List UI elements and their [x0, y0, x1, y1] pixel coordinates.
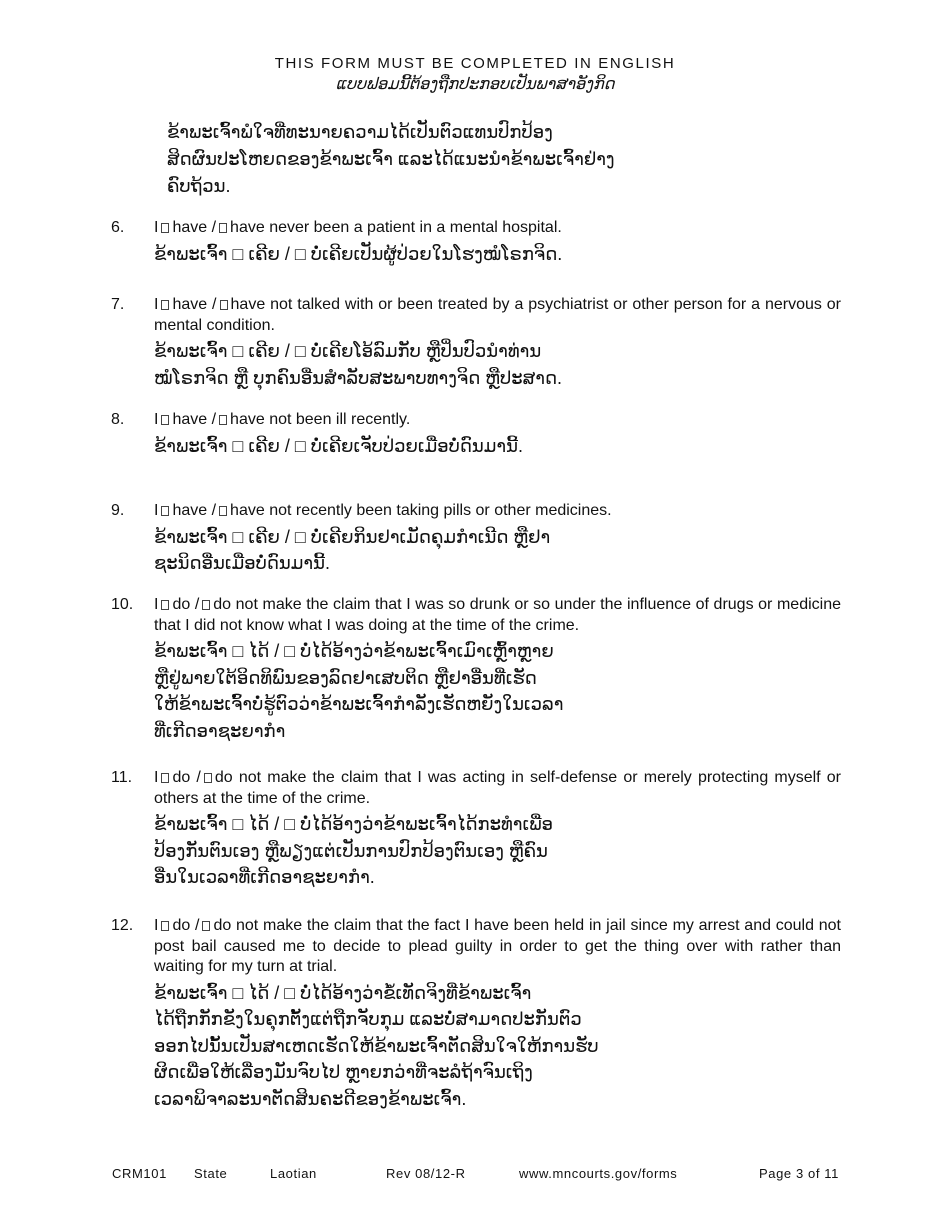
item-number: 12. [111, 917, 134, 934]
english-statement: I do / do not make the claim that the fact I have been held in jail since my arrest and could not post bail caused me to decide to plead guilty in order to get the thing over with rather than waiting for my turn at trial. [154, 917, 842, 975]
item-number: 6. [111, 219, 125, 236]
statement-6 [111, 218, 841, 267]
form-language: Laotian [270, 1166, 317, 1181]
checkbox-have[interactable] [161, 223, 169, 233]
form-type: State [194, 1166, 228, 1181]
checkbox-do-not[interactable] [202, 600, 210, 610]
page-number: Page 3 of 11 [759, 1166, 839, 1181]
statement-10 [111, 595, 841, 744]
form-header [0, 54, 950, 96]
english-statement: I have / have not been ill recently. [154, 411, 411, 428]
checkbox-do-not[interactable] [202, 921, 210, 931]
item-number: 9. [111, 502, 125, 519]
intro-line: ຂ້າພະເຈົ້າພໍໃຈທີ່ທະນາຍຄວາມໄດ້ເປັນຕົວແທນປົກປ້ອງ [167, 122, 553, 142]
intro-line: ສິດຜົນປະໂຫຍດຂອງຂ້າພະເຈົ້າ ແລະໄດ້ແນະນໍາຂ້າພະເຈົ້າຢ່າງ [167, 149, 615, 169]
lao-statement: ຂ້າພະເຈົ້າ □ ໄດ້ / □ ບໍ່ໄດ້ອ້າງວ່າຂໍ້ເທັດຈິງທີ່ຂ້າພະເຈົ້າ ໄດ້ຖືກກັກຂັງໃນຄຸກຕັ້ງແຕ່ຖືກຈັບກຸມ ແລະບໍ່ສາມາດປະກັນຕົວ ອອກໄປນັ້ນເປັນສາເຫດເຮັດໃຫ້ຂ້າພະເຈົ້າຕັດສິນໃຈໃຫ້ການຮັບ ຜິດເພື່ອໃຫ້ເລື່ອງມັນຈົບໄປ ຫຼາຍກວ່າທີ່ຈະລໍຖ້າຈົນເຖິງ ເວລາພິຈາລະນາຕັດສິນຄະດີຂອງຂ້າພະເຈົ້າ. [154, 982, 599, 1109]
checkbox-do[interactable] [161, 600, 169, 610]
english-statement: I have / have not recently been taking pills or other medicines. [154, 502, 612, 519]
checkbox-do[interactable] [161, 773, 169, 783]
checkbox-do-not[interactable] [204, 773, 212, 783]
english-statement: I have / have not talked with or been treated by a psychiatrist or other person for a nervous or mental condition. [154, 296, 842, 334]
english-statement: I have / have never been a patient in a mental hospital. [154, 219, 562, 236]
checkbox-have[interactable] [161, 506, 169, 516]
english-statement: I do / do not make the claim that I was so drunk or so under the influence of drugs or medicine that I did not know what I was doing at the time of the crime. [154, 596, 841, 634]
english-notice: THIS FORM MUST BE COMPLETED IN ENGLISH [274, 55, 676, 72]
checkbox-have-not[interactable] [219, 506, 227, 516]
item-number: 10. [111, 596, 134, 613]
intro-line: ຄົບຖ້ວນ. [167, 176, 231, 196]
english-statement: I do / do not make the claim that I was acting in self-defense or merely protecting myself or others at the time of the crime. [154, 769, 842, 807]
lao-statement: ຂ້າພະເຈົ້າ □ ໄດ້ / □ ບໍ່ໄດ້ອ້າງວ່າຂ້າພະເຈົ້າໄດ້ກະທໍາເພື່ອ ປ້ອງກັນຕົນເອງ ຫຼືພຽງແຕ່ເປັນການປົກປ້ອງຕົນເອງ ຫຼືຄົນ ອື່ນໃນເວລາທີ່ເກີດອາຊະຍາກໍາ. [154, 814, 553, 887]
lao-statement: ຂ້າພະເຈົ້າ □ ເຄີຍ / □ ບໍ່ເຄີຍກິນຢາເມັດຄຸມກໍາເນີດ ຫຼືຢາ ຊະນິດອື່ນເມື່ອບໍ່ດົນມານີ້. [154, 526, 551, 573]
statement-8 [111, 410, 841, 459]
checkbox-have-not[interactable] [220, 300, 228, 310]
checkbox-have-not[interactable] [219, 223, 227, 233]
checkbox-have[interactable] [161, 300, 169, 310]
form-code: CRM101 [112, 1166, 167, 1181]
statement-12 [111, 916, 841, 1112]
intro-paragraph [167, 119, 842, 200]
checkbox-do[interactable] [161, 921, 169, 931]
forms-url[interactable]: www.mncourts.gov/forms [519, 1166, 678, 1181]
form-revision: Rev 08/12-R [386, 1166, 466, 1181]
lao-statement: ຂ້າພະເຈົ້າ □ ເຄີຍ / □ ບໍ່ເຄີຍເຈັບປ່ວຍເມື່ອບໍ່ດົນມານີ້. [154, 435, 523, 456]
checkbox-have-not[interactable] [219, 415, 227, 425]
item-number: 11. [111, 769, 133, 786]
lao-notice: ແບບຟອມນີ້ຕ້ອງຖືກປະກອບເປັນພາສາອັງກິດ [335, 76, 615, 93]
item-number: 8. [111, 411, 125, 428]
lao-statement: ຂ້າພະເຈົ້າ □ ໄດ້ / □ ບໍ່ໄດ້ອ້າງວ່າຂ້າພະເຈົ້າເມົາເຫຼົ້າຫຼາຍ ຫຼືຢູ່ພາຍໃຕ້ອິດທິພົນຂອງລົດຢາເສບຕິດ ຫຼືຢາອື່ນທີ່ເຮັດ ໃຫ້ຂ້າພະເຈົ້າບໍ່ຮູ້ຕົວວ່າຂ້າພະເຈົ້າກໍາລັງເຮັດຫຍັງໃນເວລາ ທີ່ເກີດອາຊະຍາກໍາ [154, 641, 564, 741]
checkbox-have[interactable] [161, 415, 169, 425]
item-number: 7. [111, 296, 125, 313]
statement-9 [111, 501, 841, 577]
lao-statement: ຂ້າພະເຈົ້າ □ ເຄີຍ / □ ບໍ່ເຄີຍເປັນຜູ້ປ່ວຍໃນໂຮງໝໍໂຣກຈິດ. [154, 243, 563, 264]
statement-7 [111, 295, 841, 391]
lao-statement: ຂ້າພະເຈົ້າ □ ເຄີຍ / □ ບໍ່ເຄີຍໂອ້ລົມກັບ ຫຼືປິ່ນປົວນໍາທ່ານ ໝໍໂຣກຈິດ ຫຼື ບຸກຄົນອື່ນສໍາລັບສະພາບທາງຈິດ ຫຼືປະສາດ. [154, 341, 563, 388]
statement-11 [111, 768, 841, 891]
